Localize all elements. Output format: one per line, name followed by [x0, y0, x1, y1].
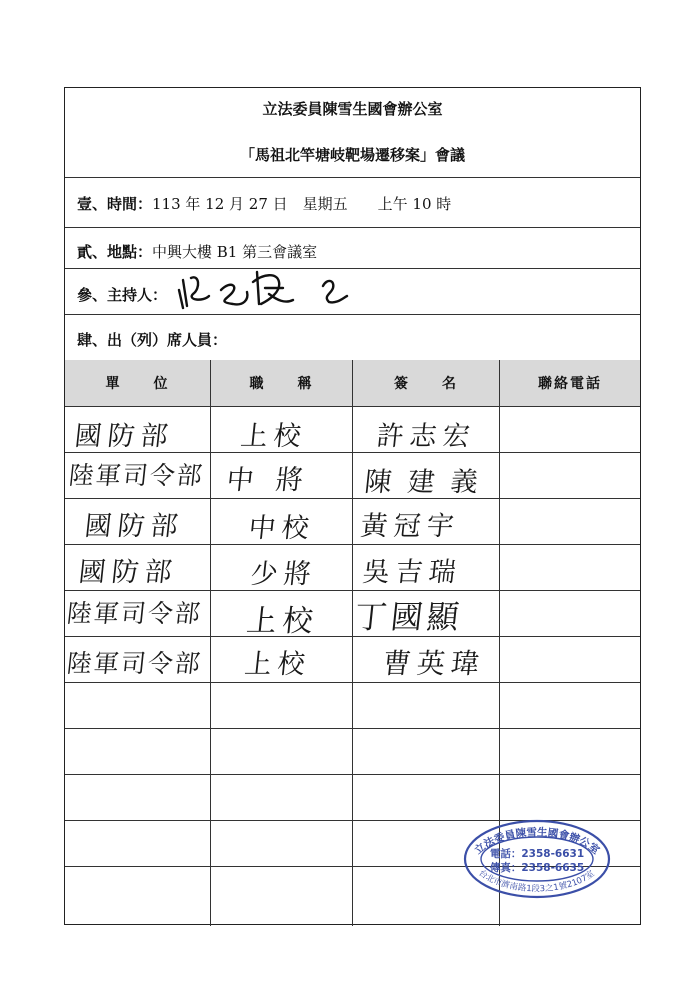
meeting-title: 「馬祖北竿塘岐靶場遷移案」會議 [239, 146, 465, 164]
unit-cell: 陸軍司令部 [67, 461, 206, 490]
seal-top-text: 立法委員陳雪生國會辦公室 [472, 826, 602, 857]
place-row [77, 241, 317, 262]
header-title: 職 稱 [211, 360, 352, 406]
signature-cell: 吳吉瑞 [361, 557, 464, 588]
divider [65, 177, 640, 178]
divider [65, 227, 640, 228]
seal-address: 台北市濟南路1段3之1號2107室 [476, 868, 597, 895]
unit-cell: 陸軍司令部 [65, 599, 204, 628]
host-row [77, 284, 167, 305]
unit-cell: 國防部 [83, 511, 186, 542]
title-cell: 少將 [249, 559, 319, 590]
office-seal [462, 818, 612, 900]
host-signature [173, 260, 373, 318]
signature-cell: 許志宏 [375, 421, 478, 452]
signature-cell: 丁國顯 [352, 598, 465, 636]
time-row [77, 193, 451, 214]
title-cell: 上校 [244, 604, 321, 639]
header-phone: 聯絡電話 [500, 360, 640, 406]
unit-cell: 國防部 [77, 557, 180, 588]
signature-cell: 黃冠宇 [359, 511, 462, 542]
title-cell: 上校 [243, 649, 313, 680]
time-label: 壹、時間： [77, 195, 153, 213]
host-label: 參、主持人： [77, 286, 168, 304]
unit-cell: 國防部 [73, 421, 176, 452]
grid-line [352, 360, 353, 926]
attendees-row [77, 329, 227, 350]
header-signature: 簽 名 [353, 360, 499, 406]
unit-cell: 陸軍司令部 [65, 649, 204, 678]
title-cell: 中校 [247, 513, 317, 544]
divider [65, 314, 640, 315]
seal-fax: 傳真：2358-6635 [489, 862, 585, 874]
place-label: 貳、地點： [77, 243, 153, 261]
office-title: 立法委員陳雪生國會辦公室 [262, 100, 443, 118]
header-unit: 單 位 [65, 360, 210, 406]
place-value: 中興大樓 B1 第三會議室 [152, 243, 318, 261]
attendees-label: 肆、出（列）席人員： [77, 331, 228, 349]
signin-sheet [64, 87, 641, 925]
signature-cell: 陳建義 [363, 467, 496, 498]
title-cell: 上校 [239, 421, 309, 452]
title-cell: 中將 [225, 465, 327, 496]
time-value: 113 年 12 月 27 日 星期五 上午 10 時 [152, 195, 452, 213]
seal-tel: 電話：2358-6631 [489, 848, 585, 860]
grid-line [210, 360, 211, 926]
signature-cell: 曹英瑋 [381, 647, 487, 680]
